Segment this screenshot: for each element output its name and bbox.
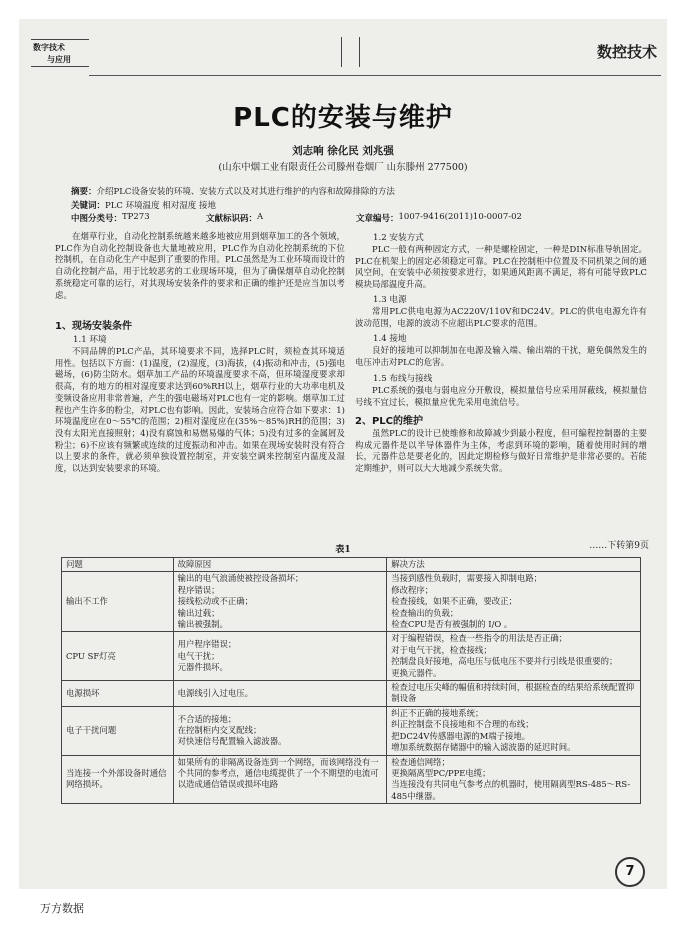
- solution-line: 纠正控制盘不良接地和不合理的布线；: [391, 719, 534, 730]
- cause-cell: [173, 755, 387, 804]
- solution-cell: [387, 706, 641, 755]
- page-number-badge: 7: [615, 857, 645, 887]
- table-row: [62, 681, 641, 707]
- problem-cell: 当连接一个外部设备时通信网络损坏。: [62, 755, 174, 804]
- solution-line: 检查接线，如果不正确，要改正；: [391, 596, 517, 607]
- section-1-2-text: PLC一般有两种固定方式，一种是螺栓固定，一种是DIN标准导轨固定。PLC在机架上的固定必须稳定可靠。PLC在控制柜中位置及不同机架之间的通风空间，在安装中必须按要求进行，如果通风距离不满足，将有可能导致PLC模块局部温度升高。: [355, 244, 647, 290]
- problem-cell: 电源损坏: [62, 681, 174, 707]
- intro-paragraph: 在烟草行业，自动化控制系统越来越多地被应用到烟草加工的各个领域，PLC作为自动化控制设备也大量地被应用，PLC作为自动化控制系统的下位控制机，在自动化生产中起到了重要的作用。PLC虽然是为工业环境而设计的自动化控制产品，用于比较恶劣的工业现场环境，但为了确保烟草自动化控制系统稳定可靠的运行，对其现场安装条件的要求和正确的维护还是应当加以考虑。: [55, 231, 345, 300]
- journal-logo: [31, 39, 89, 67]
- continued-note: ……下转第9页: [589, 541, 649, 551]
- scanned-page: [19, 19, 667, 889]
- cause-line: 程序错误；: [177, 584, 220, 595]
- cause-cell: [173, 706, 387, 755]
- section-1-4-text: 良好的接地可以抑制加在电源及输入端、输出端的干扰，避免偶然发生的电压冲击对PLC的危害。: [355, 345, 647, 367]
- solution-line: 当连接没有共同电气参考点的机器时，使用隔离型RS-485～RS-485中继器。: [391, 779, 631, 801]
- cause-line: 在控制柜内交叉配线；: [177, 724, 262, 735]
- problem-cell: 输出不工作: [62, 572, 174, 632]
- article-title: PLC的安装与维护: [233, 103, 453, 133]
- article-authors: 刘志响 徐化民 刘兆强: [292, 145, 394, 157]
- header-cause: 故障原因: [173, 558, 387, 572]
- solution-line: 控制盘良好接地，高电压与低电压不要并行引线是很重要的；: [391, 656, 618, 667]
- section-1-5-text: PLC系统的强电与弱电应分开敷设，模拟量信号应采用屏蔽线，模拟量信号线不宜过长，模拟量应优先采用电流信号。: [355, 385, 647, 407]
- cause-line: 对快速信号配置输入滤波器。: [177, 736, 287, 747]
- header-solution: 解决方法: [387, 558, 641, 572]
- section-1-1-heading: 1.1 环境: [73, 335, 107, 345]
- section-1-2-heading: 1.2 安装方式: [373, 233, 424, 243]
- cause-line: 元器件损坏。: [177, 661, 228, 672]
- cause-line: 电气干扰；: [177, 650, 220, 661]
- cause-line: 输出过载；: [177, 607, 220, 618]
- solution-cell: [387, 755, 641, 804]
- solution-line: 修改程序；: [391, 584, 434, 595]
- author-affiliation: (山东中烟工业有限责任公司滕州卷烟厂 山东滕州 277500): [218, 162, 468, 173]
- section-1-3-heading: 1.3 电源: [373, 295, 407, 305]
- header-rule: [89, 75, 661, 76]
- classification-line: 中图分类号： TP273 文献标识码： A 文章编号： 1007-9416(2011)10-0007-02: [71, 212, 522, 224]
- cause-cell: [173, 632, 387, 681]
- problem-cell: 电子干扰问题: [62, 706, 174, 755]
- section-1-heading: 1、现场安装条件: [55, 321, 132, 332]
- abstract: 摘要：介绍PLC设备安装的环境、安装方式以及对其进行维护的内容和故障排除的方法: [71, 187, 395, 197]
- solution-line: 更换元器件。: [391, 667, 442, 678]
- logo-line-1: 数字技术: [33, 42, 65, 52]
- database-footer: 万方数据: [40, 902, 84, 915]
- header-problem: 问题: [62, 558, 174, 572]
- table-header-row: [62, 558, 641, 572]
- cause-line: 输出被强制。: [177, 619, 228, 630]
- solution-line: 增加系统数据存储器中的输入滤波器的延迟时间。: [391, 742, 576, 753]
- logo-line-2: 与应用: [47, 54, 71, 64]
- section-1-5-heading: 1.5 布线与接线: [373, 374, 433, 384]
- cause-line: 不合适的接地；: [177, 713, 237, 724]
- section-1-3-text: 常用PLC供电电源为AC220V/110V和DC24V。PLC的供电电源允许有波动范围，电源的波动不应超出PLC要求的范围。: [355, 306, 647, 328]
- solution-line: 把DC24V传感器电源的M端子接地。: [391, 730, 531, 741]
- solution-cell: [387, 572, 641, 632]
- cause-cell: [173, 572, 387, 632]
- solution-cell: [387, 681, 641, 707]
- solution-line: 对于电气干扰，检查接线；: [391, 644, 492, 655]
- section-1-1-text: 不同品牌的PLC产品，其环境要求不同，选择PLC时，须检查其环境适用性。包括以下方面：(1)温度，(2)湿度，(3)海拔，(4)振动和冲击，(5)强电磁场，(6)防尘防水。烟草加工产品的环境温度要求不高，但环境湿度要求却很高，有的地方的相对湿度要求达到60%RH以上，烟草行业的大功率电机及变频设备应用非常普遍，产生的强电磁场对PLC也有一定的影响。烟草加工过程也产生许多的粉尘，对PLC也有影响。因此，安装场合应符合如下要求：1)环境温度应在0～55℃的范围；2)相对湿度应在(35%～85%)RH的范围；3)没有太阳光直接照射；4)没有腐蚀和易燃易爆的气体；5)没有过多的金属屑及粉尘；6)不应该有频繁或连续的过度振动和冲击。如果在现场安装时没有符合以上要求的条件，就必须单独设置控制室，并安装空调来控制室内温度及湿度，以达到安装要求的环境。: [55, 346, 345, 474]
- solution-line: 更换隔离型PC/PPE电缆；: [391, 767, 491, 778]
- cause-line: 接线松动或不正确；: [177, 596, 253, 607]
- keywords: 关键词：PLC 环境温度 相对湿度 接地: [71, 201, 216, 211]
- solution-line: 检查CPU是否有被强制的 I/O 。: [391, 619, 513, 630]
- cause-line: 输出的电气浪涌使被控设备损坏；: [177, 573, 304, 584]
- solution-cell: [387, 632, 641, 681]
- table-row: [62, 755, 641, 804]
- table-row: [62, 632, 641, 681]
- section-label: 数控技术: [596, 43, 657, 61]
- solution-line: 对于编程错误，检查一些指令的用法是否正确；: [391, 633, 568, 644]
- cause-line: 用户程序错误；: [177, 639, 237, 650]
- solution-line: 检查输出的负载；: [391, 607, 459, 618]
- solution-line: 纠正不正确的接地系统；: [391, 707, 484, 718]
- solution-line: 检查过电压尖峰的幅值和持续时间，根据检查的结果给系统配置抑制设备: [391, 682, 635, 704]
- table-title: 表1: [335, 545, 351, 555]
- cause-line: 如果所有的非隔离设备连到一个网络，而该网络没有一个共同的参考点，通信电缆提供了一个不期望的电流可以造成通信错误或损坏电路: [177, 756, 379, 790]
- cause-line: 电源线引入过电压。: [177, 687, 253, 698]
- header-bars-decoration: [337, 37, 365, 67]
- problem-cell: CPU SF灯亮: [62, 632, 174, 681]
- section-2-text: 虽然PLC的设计已使维修和故障减少到最小程度，但可编程控制器的主要构成元器件是以半导体器件为主体，考虑到环境的影响，随着使用时间的增长，元器件总是要老化的，因此定期检修与做好日常维护是非常必要的。若能定期维护，则可以大大地减少系统失常。: [355, 428, 647, 474]
- table-row: [62, 572, 641, 632]
- solution-line: 检查通信网络；: [391, 756, 450, 767]
- section-2-heading: 2、PLC的维护: [355, 416, 423, 427]
- cause-cell: [173, 681, 387, 707]
- troubleshooting-table: [61, 557, 641, 804]
- solution-line: 当接到感性负载时，需要接入抑制电路；: [391, 573, 543, 584]
- table-row: [62, 706, 641, 755]
- section-1-4-heading: 1.4 接地: [373, 334, 407, 344]
